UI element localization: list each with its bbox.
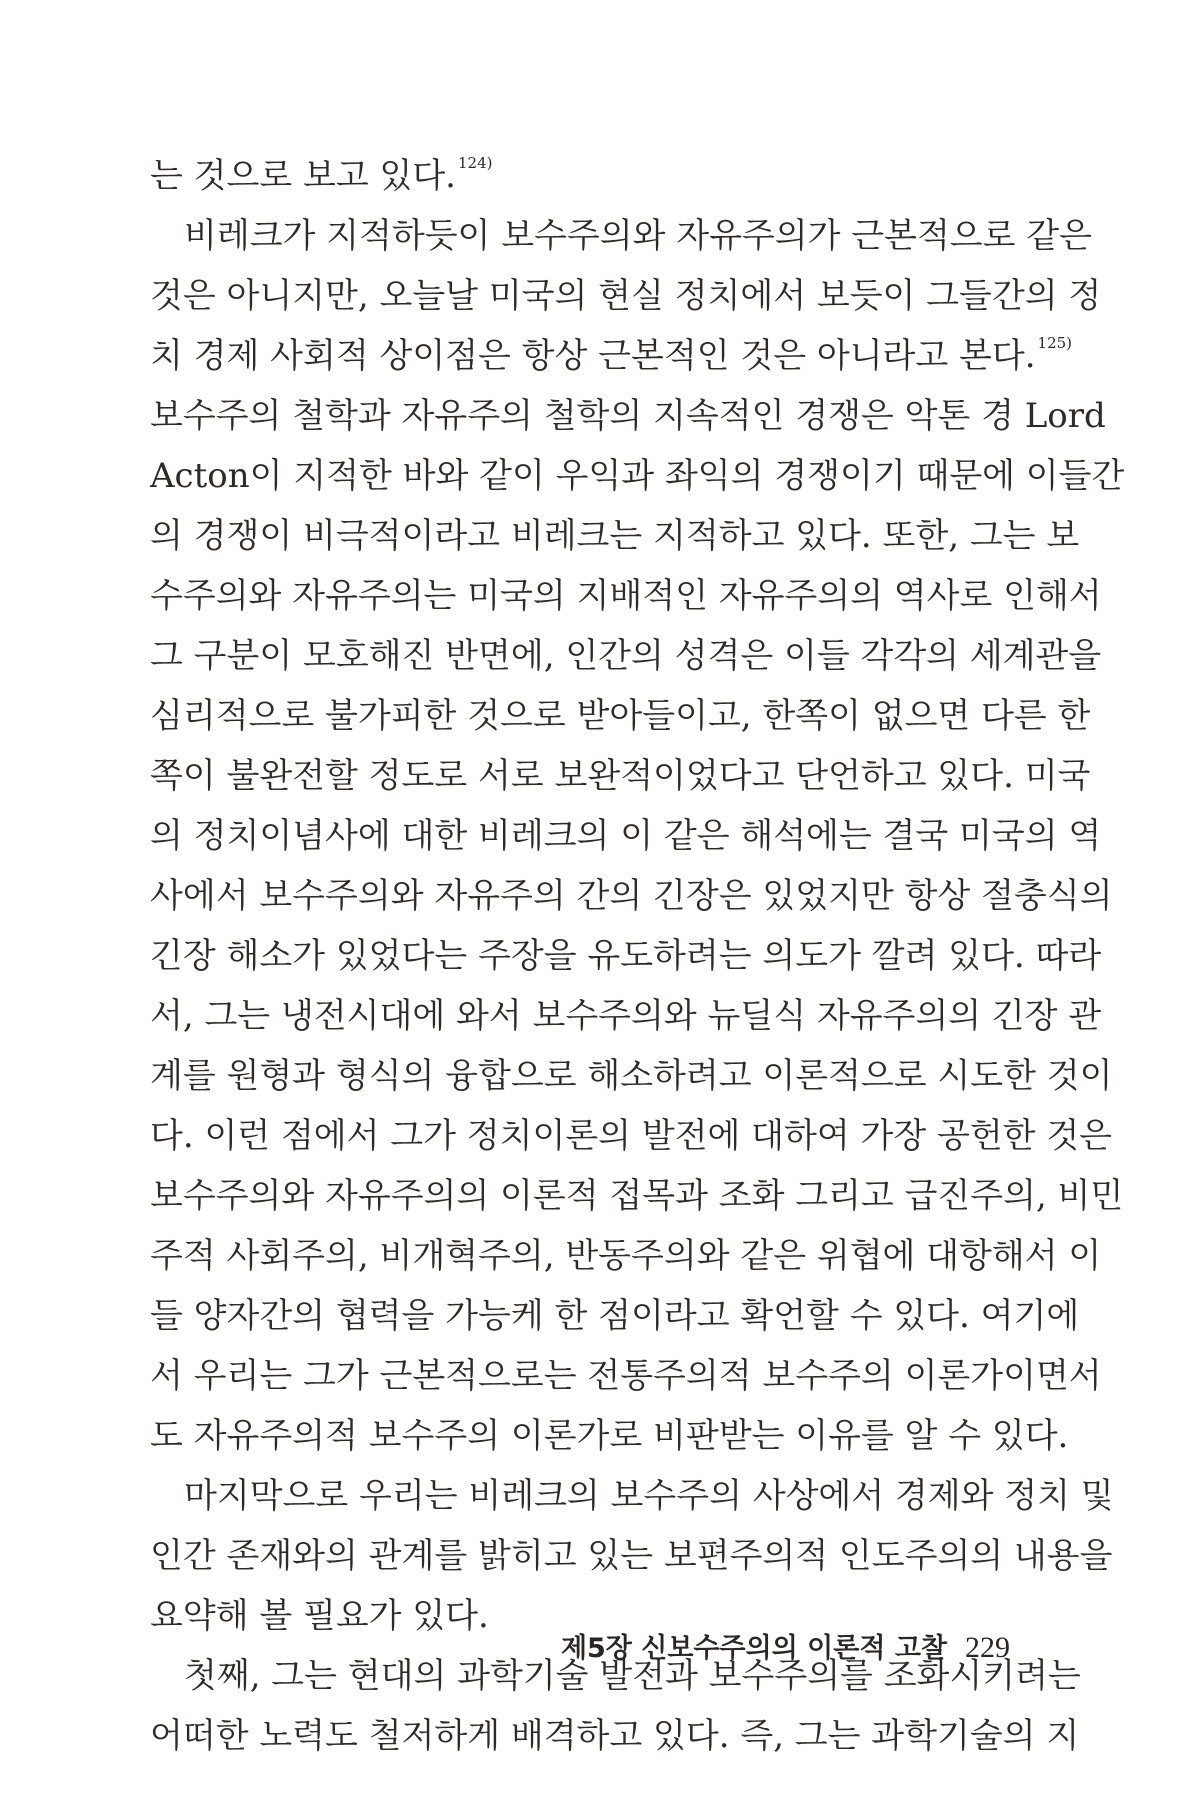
line-text: 인간 존재와의 관계를 밝히고 있는 보편주의적 인도주의의 내용을	[150, 1536, 1113, 1576]
text-line	[150, 926, 1102, 986]
footnote-marker: 124)	[457, 154, 493, 172]
text-line	[150, 566, 1102, 626]
text-line	[150, 686, 1091, 746]
text-line	[150, 1106, 1113, 1166]
line-text: 긴장 해소가 있었다는 주장을 유도하려는 의도가 깔려 있다. 따라	[150, 936, 1102, 976]
line-text: 심리적으로 불가피한 것으로 받아들이고, 한쪽이 없으면 다른 한	[150, 696, 1091, 736]
line-text: 마지막으로 우리는 비레크의 보수주의 사상에서 경제와 정치 및	[184, 1476, 1114, 1516]
text-line	[150, 446, 1125, 506]
text-line	[150, 1166, 1124, 1226]
line-text: 수주의와 자유주의는 미국의 지배적인 자유주의의 역사로 인해서	[150, 576, 1102, 616]
running-chapter-title: 제5장 신보수주의의 이론적 고찰	[560, 1633, 947, 1664]
text-line	[150, 866, 1113, 926]
text-line	[150, 266, 1102, 326]
line-text: 보수주의와 자유주의의 이론적 접목과 조화 그리고 급진주의, 비민	[150, 1176, 1124, 1216]
line-text: 서 우리는 그가 근본적으로는 전통주의적 보수주의 이론가이면서	[150, 1356, 1102, 1396]
text-line	[150, 326, 1073, 386]
text-line	[150, 746, 1091, 806]
line-text: 의 경쟁이 비극적이라고 비레크는 지적하고 있다. 또한, 그는 보	[150, 516, 1080, 556]
text-line	[150, 1406, 1069, 1466]
text-line	[150, 206, 1092, 266]
line-text: 다. 이런 점에서 그가 정치이론의 발전에 대하여 가장 공헌한 것은	[150, 1116, 1113, 1156]
text-line	[150, 1046, 1113, 1106]
page-footer	[561, 1626, 1010, 1670]
line-text: 그 구분이 모호해진 반면에, 인간의 성격은 이들 각각의 세계관을	[150, 636, 1102, 676]
text-line	[150, 986, 1102, 1046]
line-text: 의 정치이념사에 대한 비레크의 이 같은 해석에는 결국 미국의 역	[150, 816, 1102, 856]
line-text: 사에서 보수주의와 자유주의 간의 긴장은 있었지만 항상 절충식의	[150, 876, 1113, 916]
line-text: 요약해 볼 필요가 있다.	[150, 1596, 489, 1636]
line-text: 비레크가 지적하듯이 보수주의와 자유주의가 근본적으로 같은	[184, 216, 1092, 256]
line-text: 서, 그는 냉전시대에 와서 보수주의와 뉴딜식 자유주의의 긴장 관	[150, 996, 1102, 1036]
text-line	[150, 1466, 1114, 1526]
text-line	[150, 1706, 1080, 1766]
body-text	[150, 146, 1125, 1766]
line-text: 계를 원형과 형식의 융합으로 해소하려고 이론적으로 시도한 것이	[150, 1056, 1113, 1096]
line-text: 들 양자간의 협력을 가능케 한 점이라고 확언할 수 있다. 여기에	[150, 1296, 1080, 1336]
line-text: Acton이 지적한 바와 같이 우익과 좌익의 경쟁이기 때문에 이들간	[150, 456, 1125, 496]
line-text: 쪽이 불완전할 정도로 서로 보완적이었다고 단언하고 있다. 미국	[150, 756, 1091, 796]
line-text: 첫째, 그는 현대의 과학기술 발전과 보수주의를 조화시키려는	[184, 1656, 1081, 1696]
line-text: 도 자유주의적 보수주의 이론가로 비판받는 이유를 알 수 있다.	[150, 1416, 1069, 1456]
text-line	[150, 1286, 1080, 1346]
text-line	[150, 1346, 1102, 1406]
text-line	[150, 506, 1080, 566]
text-line	[150, 626, 1102, 686]
text-line	[150, 146, 1040, 206]
text-line	[150, 1226, 1102, 1286]
line-text: 것은 아니지만, 오늘날 미국의 현실 정치에서 보듯이 그들간의 정	[150, 276, 1102, 316]
line-text: 주적 사회주의, 비개혁주의, 반동주의와 같은 위협에 대항해서 이	[150, 1236, 1102, 1276]
line-text: 보수주의 철학과 자유주의 철학의 지속적인 경쟁은 악톤 경 Lord	[150, 396, 1106, 436]
text-line	[150, 806, 1102, 866]
line-text: 는 것으로 보고 있다.	[150, 156, 456, 196]
page-number: 229	[965, 1631, 1010, 1664]
text-line	[150, 1526, 1113, 1586]
line-text: 어떠한 노력도 철저하게 배격하고 있다. 즉, 그는 과학기술의 지	[150, 1716, 1080, 1756]
line-text: 치 경제 사회적 상이점은 항상 근본적인 것은 아니라고 본다.	[150, 336, 1036, 376]
footnote-marker: 125)	[1037, 334, 1073, 352]
text-line	[150, 386, 1106, 446]
